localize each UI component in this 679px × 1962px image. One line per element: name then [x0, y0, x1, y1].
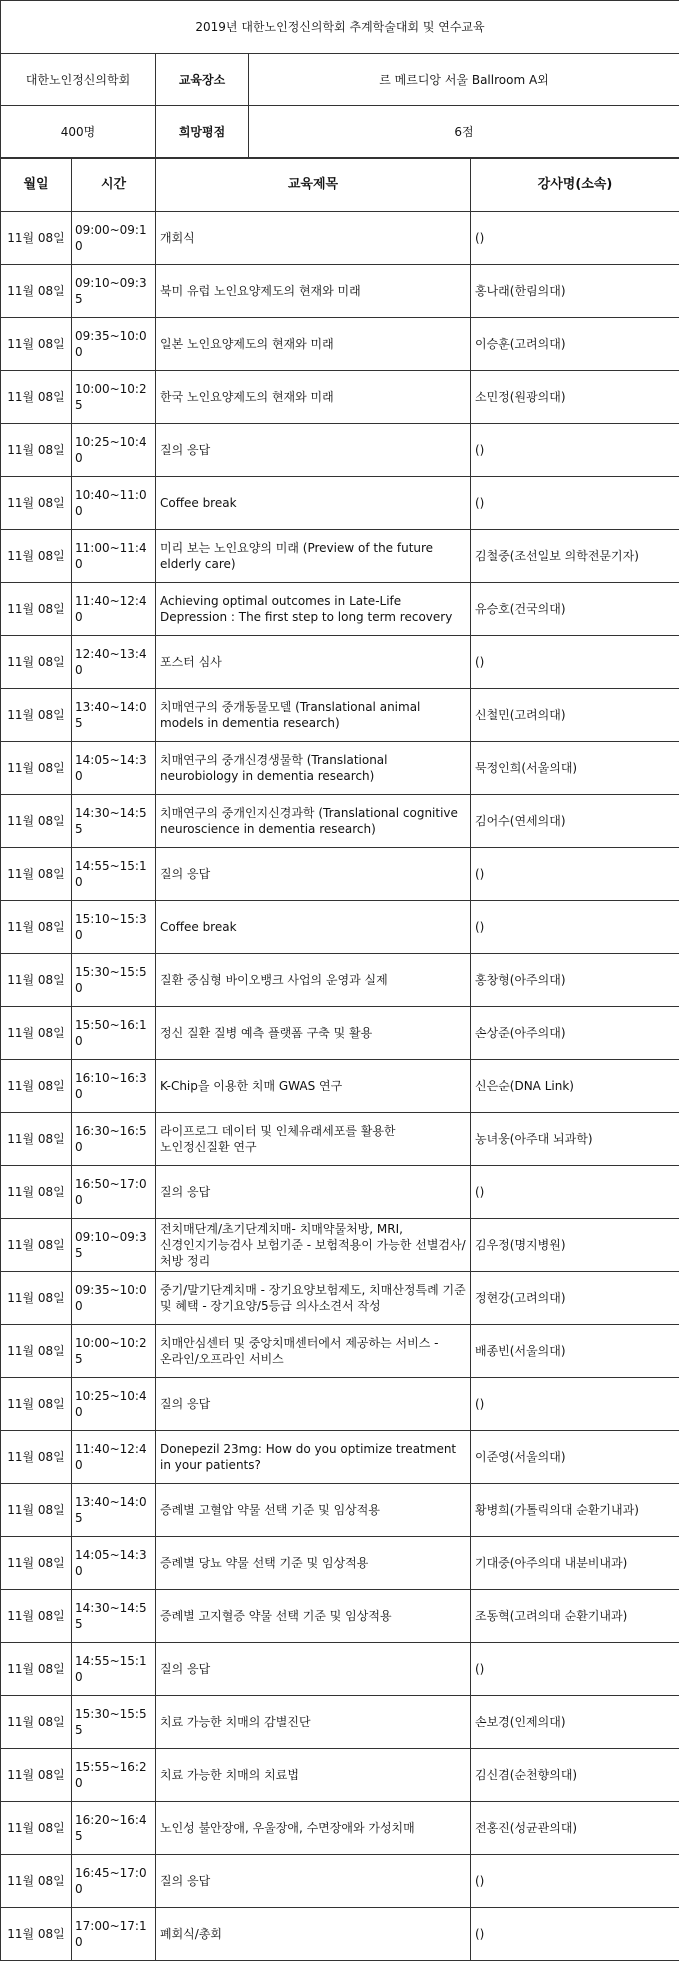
row-speaker: () — [471, 1643, 679, 1696]
table-row — [1, 1484, 679, 1537]
schedule-table — [0, 158, 679, 1961]
row-time: 14:55~15:10 — [72, 848, 156, 901]
table-row — [1, 530, 679, 583]
row-time: 09:35~10:00 — [72, 318, 156, 371]
row-speaker: 김철중(조선일보 의학전문기자) — [471, 530, 679, 583]
row-speaker: () — [471, 212, 679, 265]
row-topic: 질환 중심형 바이오뱅크 사업의 운영과 실제 — [156, 954, 471, 1007]
row-time: 16:50~17:00 — [72, 1166, 156, 1219]
organizer-name: 대한노인정신의학회 — [1, 54, 156, 106]
row-time: 15:30~15:55 — [72, 1696, 156, 1749]
row-speaker: () — [471, 848, 679, 901]
row-time: 17:00~17:10 — [72, 1908, 156, 1961]
row-date: 11월 08일 — [1, 795, 72, 848]
row-time: 14:05~14:30 — [72, 742, 156, 795]
row-speaker: 이승훈(고려의대) — [471, 318, 679, 371]
row-topic: 전치매단계/초기단계치매- 치매약물처방, MRI, 신경인지기능검사 보험기준 - 보험적용이 가능한 선별검사/처방 정리 — [156, 1219, 471, 1272]
table-row — [1, 318, 679, 371]
row-speaker: () — [471, 477, 679, 530]
row-topic: 증례별 고지혈증 약물 선택 기준 및 임상적용 — [156, 1590, 471, 1643]
row-topic: 라이프로그 데이터 및 인체유래세포를 활용한 노인정신질환 연구 — [156, 1113, 471, 1166]
row-time: 16:10~16:30 — [72, 1060, 156, 1113]
row-topic: 질의 응답 — [156, 424, 471, 477]
table-row — [1, 477, 679, 530]
venue-label: 교육장소 — [156, 54, 249, 106]
row-time: 11:40~12:40 — [72, 1431, 156, 1484]
row-topic: 치료 가능한 치매의 감별진단 — [156, 1696, 471, 1749]
row-speaker: 김신겸(순천향의대) — [471, 1749, 679, 1802]
table-row — [1, 1431, 679, 1484]
table-row — [1, 1802, 679, 1855]
row-date: 11월 08일 — [1, 1431, 72, 1484]
row-speaker: () — [471, 636, 679, 689]
row-speaker: 농녀웅(아주대 뇌과학) — [471, 1113, 679, 1166]
row-speaker: 황병희(가톨릭의대 순환기내과) — [471, 1484, 679, 1537]
row-speaker: 김우정(명지병원) — [471, 1219, 679, 1272]
table-row — [1, 1325, 679, 1378]
row-date: 11월 08일 — [1, 689, 72, 742]
row-date: 11월 08일 — [1, 1166, 72, 1219]
row-speaker: 손상준(아주의대) — [471, 1007, 679, 1060]
row-date: 11월 08일 — [1, 901, 72, 954]
table-row — [1, 424, 679, 477]
row-topic: Donepezil 23mg: How do you optimize treatment in your patients? — [156, 1431, 471, 1484]
row-time: 14:30~14:55 — [72, 795, 156, 848]
row-date: 11월 08일 — [1, 742, 72, 795]
row-date: 11월 08일 — [1, 1749, 72, 1802]
row-topic: 치매연구의 중개신경생물학 (Translational neurobiology in dementia research) — [156, 742, 471, 795]
row-time: 10:40~11:00 — [72, 477, 156, 530]
row-time: 13:40~14:05 — [72, 1484, 156, 1537]
row-time: 13:40~14:05 — [72, 689, 156, 742]
row-topic: 포스터 심사 — [156, 636, 471, 689]
row-topic: 개회식 — [156, 212, 471, 265]
table-row — [1, 1272, 679, 1325]
row-topic: 질의 응답 — [156, 848, 471, 901]
row-time: 10:25~10:40 — [72, 424, 156, 477]
table-row — [1, 1696, 679, 1749]
row-date: 11월 08일 — [1, 954, 72, 1007]
row-date: 11월 08일 — [1, 1325, 72, 1378]
row-topic: Coffee break — [156, 477, 471, 530]
row-date: 11월 08일 — [1, 530, 72, 583]
table-row — [1, 1590, 679, 1643]
row-date: 11월 08일 — [1, 318, 72, 371]
row-time: 15:50~16:10 — [72, 1007, 156, 1060]
row-date: 11월 08일 — [1, 424, 72, 477]
row-time: 16:30~16:50 — [72, 1113, 156, 1166]
row-speaker: () — [471, 1855, 679, 1908]
row-topic: 증례별 고혈압 약물 선택 기준 및 임상적용 — [156, 1484, 471, 1537]
table-row — [1, 1060, 679, 1113]
row-time: 09:10~09:35 — [72, 265, 156, 318]
table-row — [1, 1855, 679, 1908]
row-speaker: 김어수(연세의대) — [471, 795, 679, 848]
row-topic: 질의 응답 — [156, 1166, 471, 1219]
row-speaker: 홍나래(한림의대) — [471, 265, 679, 318]
capacity-value: 400명 — [1, 106, 156, 158]
row-date: 11월 08일 — [1, 1855, 72, 1908]
column-header-row — [1, 159, 679, 212]
column-header-date: 월일 — [1, 159, 72, 212]
row-date: 11월 08일 — [1, 1696, 72, 1749]
row-time: 10:25~10:40 — [72, 1378, 156, 1431]
row-time: 10:00~10:25 — [72, 1325, 156, 1378]
row-time: 10:00~10:25 — [72, 371, 156, 424]
row-topic: 치료 가능한 치매의 치료법 — [156, 1749, 471, 1802]
table-row — [1, 742, 679, 795]
row-speaker: 정현강(고려의대) — [471, 1272, 679, 1325]
row-date: 11월 08일 — [1, 1007, 72, 1060]
row-time: 16:45~17:00 — [72, 1855, 156, 1908]
row-topic: K-Chip을 이용한 치매 GWAS 연구 — [156, 1060, 471, 1113]
row-speaker: 신은순(DNA Link) — [471, 1060, 679, 1113]
row-time: 11:00~11:40 — [72, 530, 156, 583]
row-speaker: 조동혁(고려의대 순환기내과) — [471, 1590, 679, 1643]
row-date: 11월 08일 — [1, 1802, 72, 1855]
table-row — [1, 1908, 679, 1961]
score-label: 희망평점 — [156, 106, 249, 158]
row-topic: 증례별 당뇨 약물 선택 기준 및 임상적용 — [156, 1537, 471, 1590]
row-speaker: () — [471, 1166, 679, 1219]
row-topic: 질의 응답 — [156, 1855, 471, 1908]
table-row — [1, 901, 679, 954]
table-row — [1, 265, 679, 318]
row-date: 11월 08일 — [1, 1537, 72, 1590]
column-header-time: 시간 — [72, 159, 156, 212]
table-row — [1, 1113, 679, 1166]
row-date: 11월 08일 — [1, 477, 72, 530]
row-topic: 미리 보는 노인요양의 미래 (Preview of the future elderly care) — [156, 530, 471, 583]
table-row — [1, 1219, 679, 1272]
row-time: 15:10~15:30 — [72, 901, 156, 954]
table-row — [1, 1378, 679, 1431]
table-row — [1, 212, 679, 265]
row-date: 11월 08일 — [1, 212, 72, 265]
row-time: 09:00~09:10 — [72, 212, 156, 265]
row-date: 11월 08일 — [1, 1908, 72, 1961]
table-row — [1, 848, 679, 901]
row-topic: 치매안심센터 및 중앙치매센터에서 제공하는 서비스 - 온라인/오프라인 서비스 — [156, 1325, 471, 1378]
row-speaker: 손보경(인제의대) — [471, 1696, 679, 1749]
row-topic: 치매연구의 중개동물모델 (Translational animal models in dementia research) — [156, 689, 471, 742]
row-date: 11월 08일 — [1, 1219, 72, 1272]
row-speaker: 소민정(원광의대) — [471, 371, 679, 424]
row-topic: 폐회식/총회 — [156, 1908, 471, 1961]
document-title: 2019년 대한노인정신의학회 추계학술대회 및 연수교육 — [1, 1, 679, 54]
row-topic: 일본 노인요양제도의 현재와 미래 — [156, 318, 471, 371]
row-speaker: 기대중(아주의대 내분비내과) — [471, 1537, 679, 1590]
row-time: 14:55~15:10 — [72, 1643, 156, 1696]
table-row — [1, 689, 679, 742]
row-time: 14:05~14:30 — [72, 1537, 156, 1590]
table-row — [1, 1749, 679, 1802]
row-time: 15:30~15:50 — [72, 954, 156, 1007]
row-speaker: () — [471, 1908, 679, 1961]
schedule-body — [1, 212, 679, 1961]
table-row — [1, 1007, 679, 1060]
row-topic: 노인성 불안장애, 우울장애, 수면장애와 가성치매 — [156, 1802, 471, 1855]
row-topic: 질의 응답 — [156, 1378, 471, 1431]
row-speaker: 홍창형(아주의대) — [471, 954, 679, 1007]
row-time: 09:35~10:00 — [72, 1272, 156, 1325]
row-date: 11월 08일 — [1, 583, 72, 636]
row-time: 09:10~09:35 — [72, 1219, 156, 1272]
row-time: 16:20~16:45 — [72, 1802, 156, 1855]
row-speaker: 이준영(서울의대) — [471, 1431, 679, 1484]
row-speaker: () — [471, 1378, 679, 1431]
header-table — [0, 0, 679, 158]
table-row — [1, 636, 679, 689]
row-speaker: 전홍진(성균관의대) — [471, 1802, 679, 1855]
row-speaker: 신철민(고려의대) — [471, 689, 679, 742]
row-date: 11월 08일 — [1, 1643, 72, 1696]
row-topic: Coffee break — [156, 901, 471, 954]
row-date: 11월 08일 — [1, 848, 72, 901]
row-date: 11월 08일 — [1, 1113, 72, 1166]
row-date: 11월 08일 — [1, 1272, 72, 1325]
table-row — [1, 795, 679, 848]
row-date: 11월 08일 — [1, 1590, 72, 1643]
row-speaker: 배종빈(서울의대) — [471, 1325, 679, 1378]
row-time: 15:55~16:20 — [72, 1749, 156, 1802]
row-date: 11월 08일 — [1, 636, 72, 689]
row-date: 11월 08일 — [1, 371, 72, 424]
row-topic: 한국 노인요양제도의 현재와 미래 — [156, 371, 471, 424]
row-date: 11월 08일 — [1, 1378, 72, 1431]
row-speaker: () — [471, 424, 679, 477]
venue-value: 르 메르디앙 서울 Ballroom A외 — [249, 54, 679, 106]
row-topic: 중기/말기단계치매 - 장기요양보험제도, 치매산정특례 기준 및 혜택 - 장기요양/5등급 의사소견서 작성 — [156, 1272, 471, 1325]
row-topic: 정신 질환 질병 예측 플랫폼 구축 및 활용 — [156, 1007, 471, 1060]
row-time: 12:40~13:40 — [72, 636, 156, 689]
row-speaker: 유승호(건국의대) — [471, 583, 679, 636]
table-row — [1, 1166, 679, 1219]
table-row — [1, 1537, 679, 1590]
row-topic: 치매연구의 중개인지신경과학 (Translational cognitive neuroscience in dementia research) — [156, 795, 471, 848]
table-row — [1, 1643, 679, 1696]
table-row — [1, 583, 679, 636]
table-row — [1, 954, 679, 1007]
row-time: 14:30~14:55 — [72, 1590, 156, 1643]
row-date: 11월 08일 — [1, 1484, 72, 1537]
column-header-topic: 교육제목 — [156, 159, 471, 212]
row-topic: 질의 응답 — [156, 1643, 471, 1696]
score-value: 6점 — [249, 106, 679, 158]
row-topic: Achieving optimal outcomes in Late-Life Depression : The first step to long term recovery — [156, 583, 471, 636]
row-date: 11월 08일 — [1, 265, 72, 318]
row-topic: 북미 유럽 노인요양제도의 현재와 미래 — [156, 265, 471, 318]
column-header-speaker: 강사명(소속) — [471, 159, 679, 212]
row-speaker: 묵정인희(서울의대) — [471, 742, 679, 795]
table-row — [1, 371, 679, 424]
row-speaker: () — [471, 901, 679, 954]
row-time: 11:40~12:40 — [72, 583, 156, 636]
row-date: 11월 08일 — [1, 1060, 72, 1113]
